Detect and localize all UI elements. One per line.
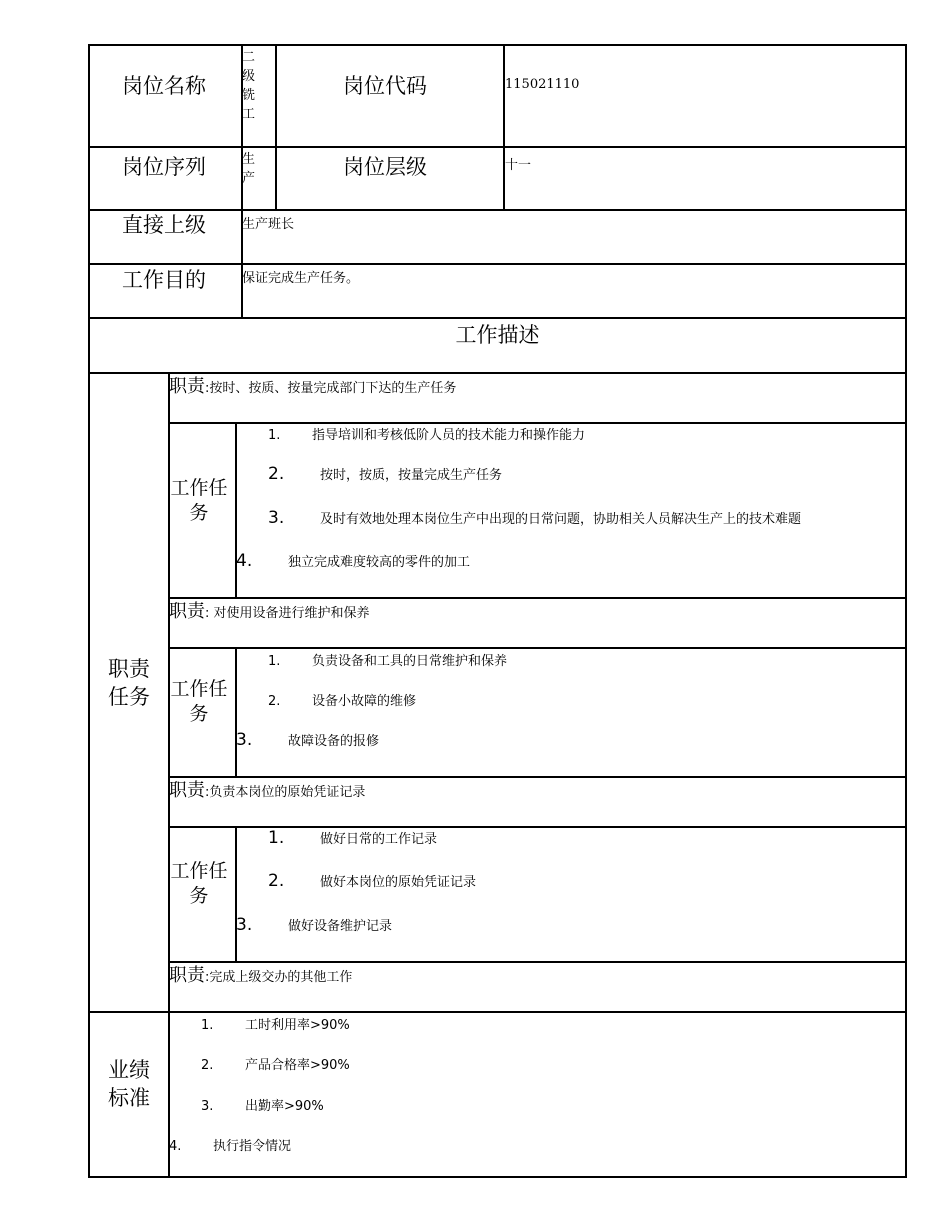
duty-row xyxy=(169,781,365,802)
duty-row xyxy=(169,377,456,398)
duty-text: :完成上级交办的其他工作 xyxy=(205,970,353,985)
task-text: 设备小故障的维修 xyxy=(312,694,417,709)
task-number: 3. xyxy=(268,508,285,528)
task-label: 工作任务 xyxy=(170,477,228,524)
duty-text: :按时、按质、按量完成部门下达的生产任务 xyxy=(205,381,457,396)
task-number: 1. xyxy=(268,654,281,669)
performance-item xyxy=(169,1136,291,1155)
purpose-label: 工作目的 xyxy=(122,268,206,292)
task-item xyxy=(268,872,476,892)
task-text: 指导培训和考核低阶人员的技术能力和操作能力 xyxy=(312,428,586,443)
task-number: 2. xyxy=(268,694,281,709)
performance-text: 产品合格率>90% xyxy=(245,1058,350,1073)
task-text: 故障设备的报修 xyxy=(288,734,380,749)
post-name-label: 岗位名称 xyxy=(122,74,206,98)
task-number: 2. xyxy=(268,871,285,891)
duty-text: :负责本岗位的原始凭证记录 xyxy=(205,785,366,800)
post-seq-label: 岗位序列 xyxy=(122,155,206,179)
duty-prefix: 职责 xyxy=(169,376,205,397)
task-label: 工作任务 xyxy=(170,860,228,907)
task-number: 2. xyxy=(268,464,285,484)
task-text: 按时，按质，按量完成生产任务 xyxy=(320,468,503,483)
task-item xyxy=(236,731,379,751)
duty-prefix: 职责 xyxy=(169,780,205,801)
performance-text: 出勤率>90% xyxy=(245,1099,324,1114)
post-seq-value: 生产 xyxy=(242,152,256,186)
post-name-value: 二级铣工 xyxy=(242,50,256,122)
task-text: 及时有效地处理本岗位生产中出现的日常问题，协助相关人员解决生产上的技术难题 xyxy=(320,512,802,527)
task-number: 1. xyxy=(268,428,281,443)
performance-number: 1. xyxy=(201,1018,214,1033)
post-code-value: 115021110 xyxy=(505,77,580,92)
performance-item xyxy=(201,1096,324,1115)
task-item xyxy=(268,829,437,849)
superior-value: 生产班长 xyxy=(242,217,295,232)
performance-number: 4. xyxy=(169,1139,182,1154)
task-item xyxy=(236,552,470,572)
purpose-value: 保证完成生产任务。 xyxy=(242,271,360,286)
post-level-value: 十一 xyxy=(505,158,532,173)
task-text: 做好日常的工作记录 xyxy=(320,832,438,847)
post-code-label: 岗位代码 xyxy=(343,74,427,98)
superior-label: 直接上级 xyxy=(122,213,206,237)
task-item xyxy=(268,691,416,710)
duty-text: : 对使用设备进行维护和保养 xyxy=(205,606,370,621)
task-item xyxy=(236,916,392,936)
task-number: 4. xyxy=(236,551,253,571)
task-label: 工作任务 xyxy=(170,678,228,725)
task-item xyxy=(268,509,801,529)
performance-text: 工时利用率>90% xyxy=(245,1018,350,1033)
task-item xyxy=(268,651,507,670)
task-text: 独立完成难度较高的零件的加工 xyxy=(288,555,471,570)
performance-text: 执行指令情况 xyxy=(213,1139,292,1154)
performance-item xyxy=(201,1015,350,1034)
performance-number: 2. xyxy=(201,1058,214,1073)
post-level-label: 岗位层级 xyxy=(343,155,427,179)
duty-row xyxy=(169,602,370,623)
task-text: 做好本岗位的原始凭证记录 xyxy=(320,875,477,890)
duty-prefix: 职责 xyxy=(169,965,205,986)
duty-row xyxy=(169,966,352,987)
task-number: 1. xyxy=(268,828,285,848)
duty-prefix: 职责 xyxy=(169,601,205,622)
task-item xyxy=(268,425,585,444)
performance-label: 业绩标准 xyxy=(108,1058,150,1110)
performance-number: 3. xyxy=(201,1099,214,1114)
duty-section-label: 职责任务 xyxy=(108,657,150,709)
description-title: 工作描述 xyxy=(455,323,540,347)
task-number: 3. xyxy=(236,915,253,935)
task-text: 做好设备维护记录 xyxy=(288,919,393,934)
performance-item xyxy=(201,1055,350,1074)
task-item xyxy=(268,465,502,485)
task-text: 负责设备和工具的日常维护和保养 xyxy=(312,654,508,669)
task-number: 3. xyxy=(236,730,253,750)
